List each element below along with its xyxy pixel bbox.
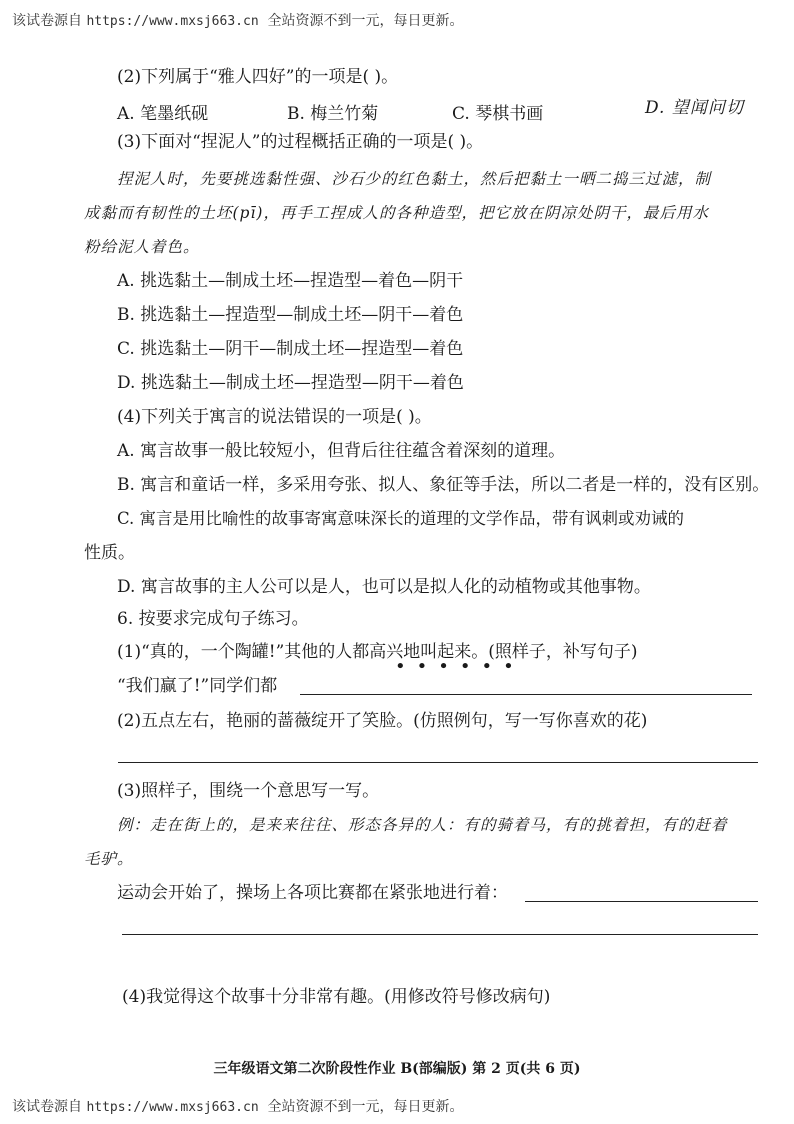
q6-4-prompt: (4)我觉得这个故事十分非常有趣。(用修改符号修改病句) — [122, 987, 551, 1007]
q5-4-stem: (4)下列关于寓言的说法错误的一项是( )。 — [117, 407, 432, 427]
q5-2-option-b: B. 梅兰竹菊 — [287, 104, 379, 124]
watermark-suffix: 全站资源不到一元，每日更新。 — [258, 1099, 464, 1115]
q5-3-option-b: B. 挑选黏土—捏造型—制成土坯—阴干—着色 — [117, 305, 464, 325]
q5-4-option-c-cont: 性质。 — [84, 543, 135, 563]
q5-4-option-a: A. 寓言故事一般比较短小，但背后往往蕴含着深刻的道理。 — [117, 441, 566, 461]
q5-3-stem: (3)下面对“捏泥人”的过程概括正确的一项是( )。 — [117, 132, 484, 152]
q5-3-passage-line-2: 成黏而有韧性的土坯(pī)，再手工捏成人的各种造型，把它放在阴凉处阴干，最后用水 — [84, 204, 709, 222]
q5-3-option-c: C. 挑选黏土—阴干—制成土坯—捏造型—着色 — [117, 339, 464, 359]
q5-2-option-c: C. 琴棋书画 — [452, 104, 544, 124]
q6-1-answer-line[interactable] — [300, 694, 752, 695]
q5-3-passage-line-3: 粉给泥人着色。 — [84, 238, 200, 256]
q6-1-prompt: (1)“真的，一个陶罐!”其他的人都高兴地叫起来。(照样子，补写句子) — [117, 642, 638, 662]
q5-3-option-a: A. 挑选黏土—制成土坯—捏造型—着色—阴干 — [117, 271, 464, 291]
page-footer: 三年级语文第二次阶段性作业 B(部编版) 第 2 页(共 6 页) — [213, 1061, 581, 1077]
q6-title: 6. 按要求完成句子练习。 — [117, 609, 309, 629]
watermark-top — [12, 10, 464, 30]
q5-2-option-a: A. 笔墨纸砚 — [117, 104, 209, 124]
q5-2-option-d: D. 望闻问切 — [645, 98, 744, 118]
q6-3-sentence: 运动会开始了，操场上各项比赛都在紧张地进行着： — [117, 883, 508, 903]
q5-3-option-d: D. 挑选黏土—制成土坯—捏造型—阴干—着色 — [117, 373, 464, 393]
q5-3-passage-line-1: 捏泥人时，先要挑选黏性强、沙石少的红色黏土，然后把黏土一晒二捣三过滤，制 — [117, 170, 712, 188]
q6-3-example-line-1: 例：走在街上的，是来来往往、形态各异的人：有的骑着马，有的挑着担，有的赶着 — [117, 816, 728, 834]
q5-4-option-c: C. 寓言是用比喻性的故事寄寓意味深长的道理的文学作品，带有讽刺或劝诫的 — [117, 509, 685, 528]
q6-3-example-line-2: 毛驴。 — [84, 850, 134, 868]
q6-3-answer-line-2[interactable] — [122, 934, 758, 935]
watermark-prefix: 该试卷源自 — [12, 1099, 87, 1115]
watermark-prefix: 该试卷源自 — [12, 13, 87, 29]
watermark-bottom — [12, 1096, 464, 1116]
q5-4-option-d: D. 寓言故事的主人公可以是人，也可以是拟人化的动植物或其他事物。 — [117, 577, 651, 597]
q6-3-answer-line-1[interactable] — [525, 901, 758, 902]
q6-3-prompt: (3)照样子，围绕一个意思写一写。 — [117, 781, 380, 801]
q6-2-answer-line[interactable] — [118, 762, 758, 763]
q6-2-prompt: (2)五点左右，艳丽的蔷薇绽开了笑脸。(仿照例句，写一写你喜欢的花) — [117, 711, 648, 731]
emphasis-dots: •••••• — [395, 656, 525, 677]
q5-4-option-b: B. 寓言和童话一样，多采用夸张、拟人、象征等手法，所以二者是一样的，没有区别。 — [117, 475, 770, 495]
watermark-suffix: 全站资源不到一元，每日更新。 — [258, 13, 464, 29]
watermark-url: https://www.mxsj663.cn — [86, 1100, 259, 1115]
q6-1-sentence: “我们赢了!”同学们都 — [117, 676, 278, 696]
q5-2-stem: (2)下列属于“雅人四好”的一项是( )。 — [117, 67, 399, 87]
watermark-url: https://www.mxsj663.cn — [86, 14, 259, 29]
